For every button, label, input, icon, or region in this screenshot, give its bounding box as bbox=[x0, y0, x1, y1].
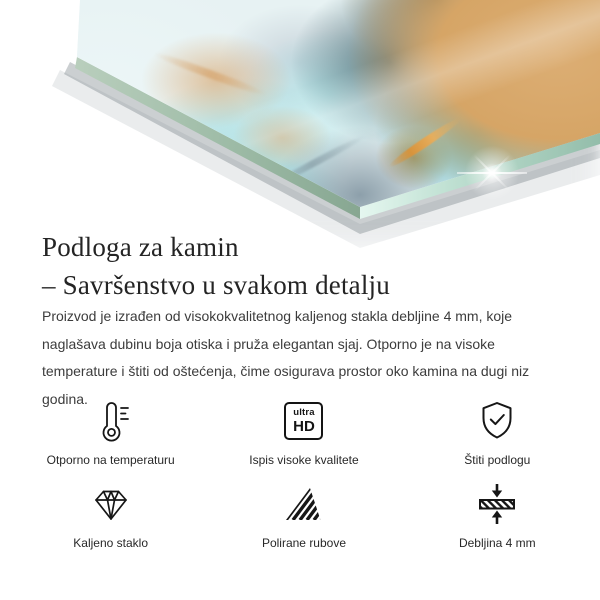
feature-polished-edges bbox=[207, 481, 400, 550]
page-title bbox=[42, 228, 390, 304]
feature-thickness-4mm bbox=[401, 481, 594, 550]
copper-vein bbox=[152, 50, 267, 99]
thermometer-icon bbox=[91, 398, 131, 444]
ultra-hd-icon bbox=[284, 398, 323, 444]
ultra-hd-text-top: ultra bbox=[293, 407, 315, 418]
gold-vein bbox=[387, 115, 463, 171]
polished-edge-icon bbox=[282, 481, 326, 527]
feature-label: Kaljeno staklo bbox=[73, 536, 149, 550]
feature-temperature-resistant bbox=[14, 398, 207, 467]
feature-high-quality-print bbox=[207, 398, 400, 467]
hero-product-photo bbox=[0, 0, 600, 250]
feature-label: Polirane rubove bbox=[261, 536, 347, 550]
sparkle-flare-icon bbox=[457, 138, 527, 208]
feature-label: Štiti podlogu bbox=[464, 453, 531, 467]
feature-grid bbox=[14, 398, 594, 550]
ultra-hd-text-bottom: HD bbox=[293, 418, 315, 435]
feature-protects-surface bbox=[401, 398, 594, 467]
product-description: Proizvod je izrađen od visokokvalitetnog kaljenog stakla debljine 4 mm, koje naglašava dubinu boja otiska i pruža elegantan sjaj. Otporno je na visoke temperature i štiti od oštećenja, čime osigurava prostor oko kamina na dugi niz godina. bbox=[42, 308, 530, 407]
feature-label: Ispis visoke kvalitete bbox=[249, 453, 359, 467]
feature-label: Debljina 4 mm bbox=[458, 536, 536, 550]
feature-tempered-glass bbox=[14, 481, 207, 550]
feature-label: Otporno na temperaturu bbox=[46, 453, 175, 467]
title-line-1: Podloga za kamin bbox=[42, 232, 239, 262]
shield-check-icon bbox=[477, 398, 517, 444]
title-line-2: – Savršenstvo u svakom detalju bbox=[42, 270, 390, 300]
diamond-icon bbox=[89, 481, 133, 527]
thickness-press-icon bbox=[475, 481, 519, 527]
